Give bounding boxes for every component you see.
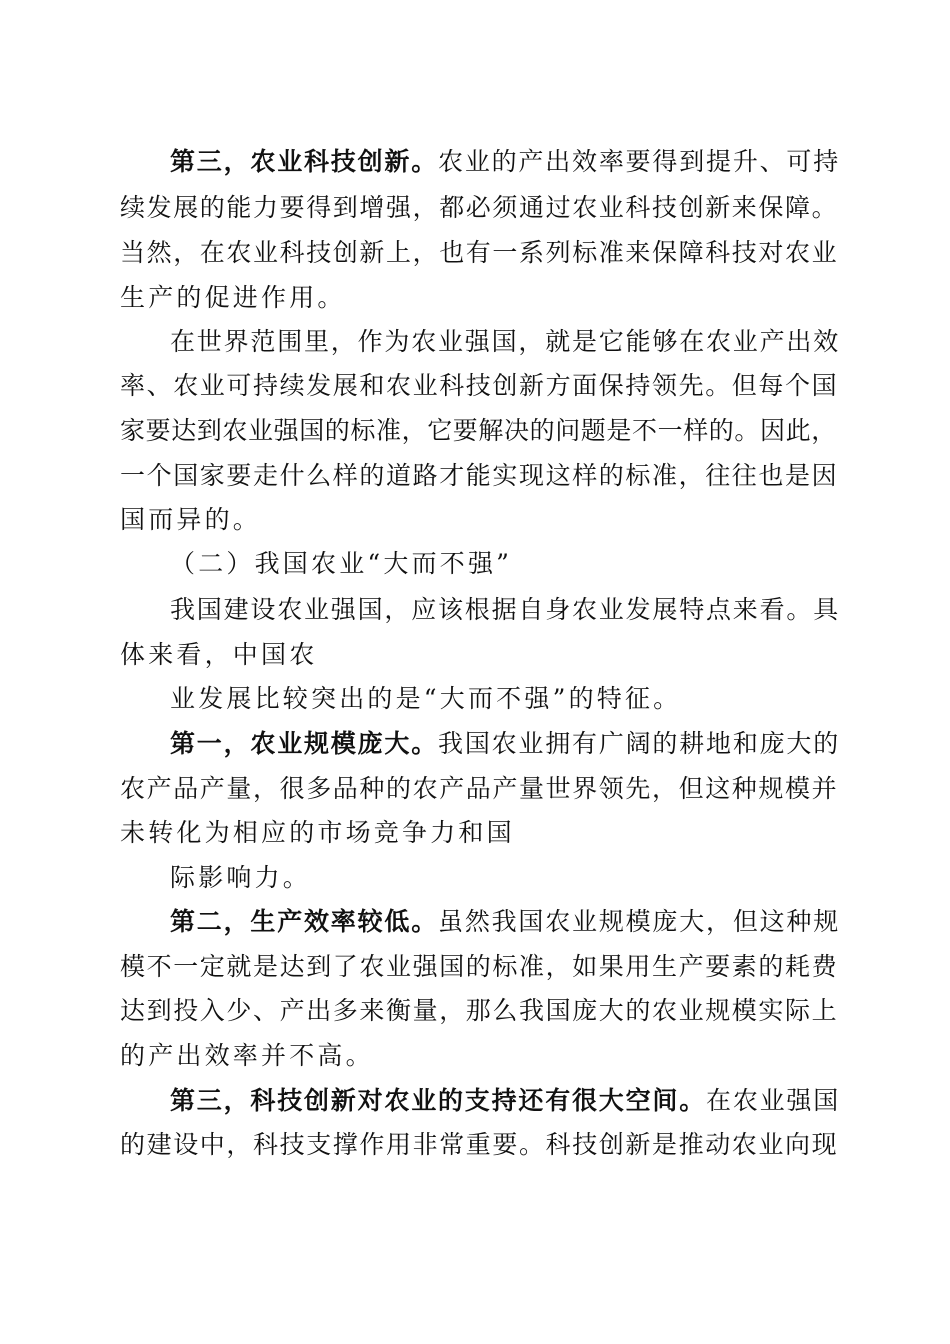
paragraph-1-line-4: 生产的促进作用。 (120, 283, 346, 312)
paragraph-7-text: 虽然我国农业规模庞大，但这种规 (438, 907, 841, 936)
paragraph-1-lead: 第三，农业科技创新。 (170, 147, 439, 176)
paragraph-1-line-2: 续发展的能力要得到增强，都必须通过农业科技创新来保障。 (120, 193, 839, 222)
paragraph-5-line-2: 农产品产量，很多品种的农产品产量世界领先，但这种规模并 (120, 774, 839, 803)
paragraph-5-lead: 第一，农业规模庞大。 (170, 729, 439, 758)
paragraph-1-line-3: 当然，在农业科技创新上，也有一系列标准来保障科技对农业 (120, 238, 839, 267)
paragraph-3-line-2: 体来看，中国农 (120, 640, 318, 669)
paragraph-7-line-1 (170, 900, 840, 944)
paragraph-7-line-2: 模不一定就是达到了农业强国的标准，如果用生产要素的耗费 (120, 952, 839, 981)
paragraph-7-lead: 第二，生产效率较低。 (170, 907, 439, 936)
paragraph-8-text: 在农业强国 (706, 1086, 841, 1115)
paragraph-7-line-4: 的产出效率并不高。 (120, 1041, 374, 1070)
paragraph-6-line-1: 际影响力。 (170, 863, 312, 892)
paragraph-5-line-3: 未转化为相应的市场竞争力和国 (120, 818, 515, 847)
paragraph-2-line-5: 国而异的。 (120, 505, 262, 534)
paragraph-1-text: 农业的产出效率要得到提升、可持 (438, 147, 841, 176)
paragraph-1-line-1 (170, 140, 840, 184)
paragraph-7-line-3: 达到投入少、产出多来衡量，那么我国庞大的农业规模实际上 (120, 996, 839, 1025)
paragraph-2-line-2: 率、农业可持续发展和农业科技创新方面保持领先。但每个国 (120, 371, 839, 400)
paragraph-8-lead: 第三，科技创新对农业的支持还有很大空间。 (170, 1086, 707, 1115)
paragraph-8-line-2: 的建设中，科技支撑作用非常重要。科技创新是推动农业向现 (120, 1130, 839, 1159)
paragraph-2-line-1: 在世界范围里，作为农业强国，就是它能够在农业产出效 (170, 327, 841, 356)
paragraph-3-line-1: 我国建设农业强国，应该根据自身农业发展特点来看。具 (170, 595, 841, 624)
paragraph-5-text: 我国农业拥有广阔的耕地和庞大的 (438, 729, 841, 758)
paragraph-2-line-3: 家要达到农业强国的标准，它要解决的问题是不一样的。因此， (120, 416, 837, 445)
section-heading: （二）我国农业“大而不强” (170, 549, 513, 578)
paragraph-4-line-1: 业发展比较突出的是“大而不强”的特征。 (170, 684, 682, 713)
paragraph-5-line-1 (170, 722, 840, 766)
paragraph-8-line-1 (170, 1079, 840, 1123)
paragraph-2-line-4: 一个国家要走什么样的道路才能实现这样的标准，往往也是因 (120, 461, 839, 490)
